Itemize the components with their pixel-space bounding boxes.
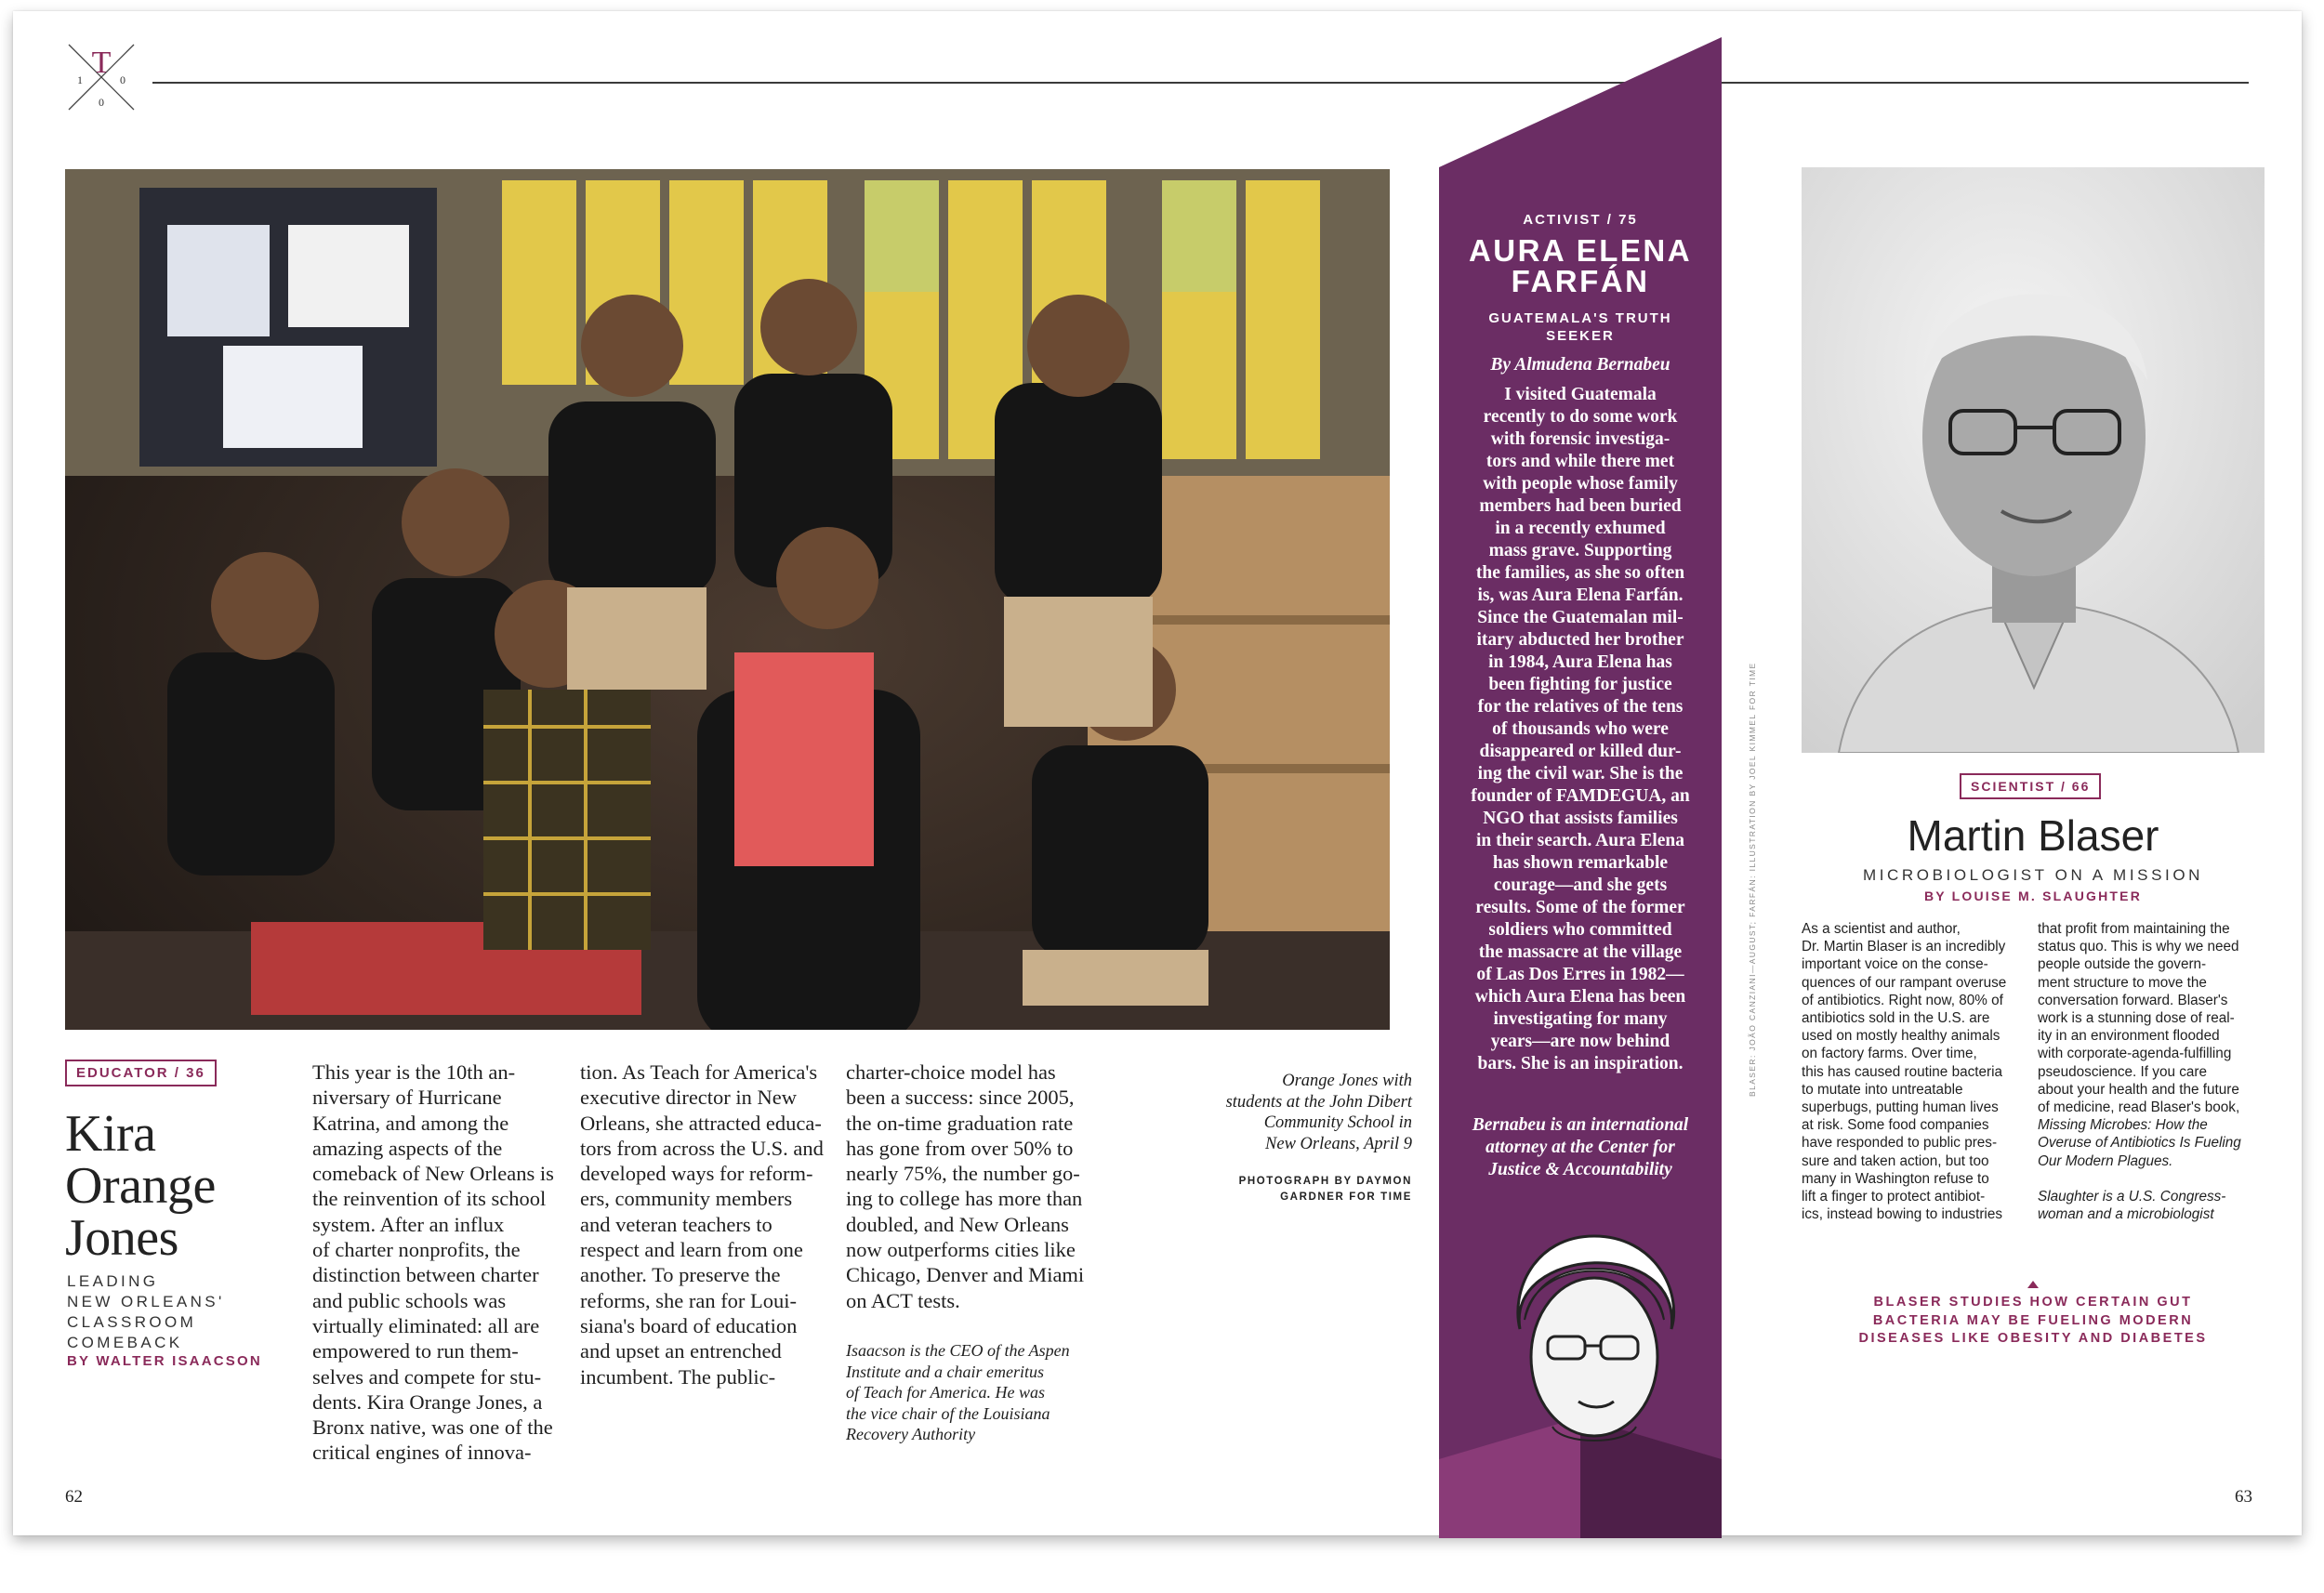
book-title-line: Our Modern Plagues. [2038, 1152, 2173, 1169]
blaser-column-1 [1802, 920, 2032, 1223]
body-line: on ACT tests. [846, 1288, 960, 1312]
note-line: Institute and a chair emeritus [846, 1362, 1044, 1381]
caption-line: Orange Jones with [1282, 1072, 1412, 1090]
caption-line: DISEASES LIKE OBESITY AND DIABETES [1858, 1331, 2208, 1346]
body-line: many in Washington refuse to [1802, 1170, 1989, 1187]
body-line: tors and while there met [1486, 452, 1675, 471]
body-line: people outside the govern- [2038, 956, 2207, 973]
note-line: the vice chair of the Louisiana [846, 1403, 1050, 1423]
body-line: ics, instead bowing to industries [1802, 1206, 2002, 1223]
caption-line: BACTERIA MAY BE FUELING MODERN [1872, 1312, 2194, 1328]
headline-line: Kira [65, 1105, 156, 1163]
body-line: investigating for many [1493, 1009, 1668, 1029]
headline-martin-blaser: Martin Blaser [1907, 811, 2159, 860]
dek-line: SEEKER [1546, 328, 1615, 344]
credit-line: PHOTOGRAPH BY DAYMON [1238, 1176, 1412, 1187]
portrait-illustration [1802, 167, 2265, 753]
headline-line: Orange [65, 1157, 216, 1215]
body-line: doubled, and New Orleans [846, 1212, 1069, 1236]
body-line: This year is the 10th an- [312, 1060, 516, 1084]
note-line: of Teach for America. He was [846, 1383, 1045, 1402]
body-line: Orleans, she attracted educa- [580, 1111, 822, 1135]
body-line: that profit from maintaining the [2038, 921, 2230, 937]
book-title-line: Missing Microbes: How the [2038, 1117, 2208, 1134]
body-line: quences of our rampant overuse [1802, 974, 2007, 991]
caption-line: New Orleans, April 9 [1265, 1134, 1412, 1153]
caption-line: BLASER STUDIES HOW CERTAIN GUT [1873, 1295, 2193, 1310]
body-line: ing the civil war. She is the [1477, 764, 1684, 783]
body-line: empowered to run them- [312, 1339, 519, 1363]
body-line: with forensic investiga- [1490, 429, 1670, 449]
body-line: in their search. Aura Elena [1475, 831, 1685, 850]
body-line: Bronx native, was one of the [312, 1415, 553, 1440]
classroom-photo [65, 169, 1390, 1030]
body-line: niversary of Hurricane [312, 1086, 502, 1110]
dek-line: LEADING [67, 1272, 159, 1290]
body-line: tors from across the U.S. and [580, 1136, 824, 1160]
body-line: founder of FAMDEGUA, an [1471, 786, 1690, 806]
body-line: of charter nonprofits, the [312, 1238, 521, 1262]
banner-content [1450, 212, 1710, 1181]
body-line: recently to do some work [1483, 407, 1678, 427]
body-line: on factory farms. Over time, [1802, 1046, 1977, 1062]
body-column-1 [312, 1060, 582, 1466]
caption-arrow-icon [2027, 1281, 2039, 1288]
body-line: dents. Kira Orange Jones, a [312, 1389, 543, 1414]
body-line: tion. As Teach for America's [580, 1060, 818, 1084]
body-column-2 [580, 1060, 850, 1389]
author-note-bernabeu [1450, 1114, 1710, 1181]
dek-line: GUATEMALA'S TRUTH [1488, 310, 1672, 326]
body-line: conversation forward. Blaser's [2038, 992, 2228, 1008]
body-line: the massacre at the village [1478, 942, 1683, 962]
body-line: with people whose family [1483, 474, 1678, 494]
headline-line: AURA ELENA [1468, 233, 1693, 268]
note-line: Recovery Authority [846, 1425, 976, 1444]
kicker-activist: ACTIVIST / 75 [1523, 212, 1638, 228]
body-line: ers, community members [580, 1187, 793, 1211]
body-line: have responded to public pres- [1802, 1135, 1998, 1152]
body-line: status quo. This is why we need [2038, 939, 2239, 955]
body-column-3 [846, 1060, 1116, 1313]
body-line: been a success: since 2005, [846, 1086, 1075, 1110]
dek-line: COMEBACK [67, 1334, 183, 1351]
body-line: developed ways for reform- [580, 1162, 813, 1186]
body-line: bars. She is an inspiration. [1477, 1054, 1684, 1073]
body-line: sure and taken action, but too [1802, 1152, 1989, 1169]
byline-almudena-bernabeu: By Almudena Bernabeu [1490, 355, 1670, 375]
body-line: system. After an influx [312, 1212, 505, 1236]
body-line: and upset an entrenched [580, 1339, 782, 1363]
body-line: members had been buried [1479, 496, 1682, 516]
portrait-caption [1802, 1294, 2265, 1349]
note-line: woman and a microbiologist [2038, 1206, 2214, 1223]
body-line: to mutate into untreatable [1802, 1081, 1963, 1098]
note-line: Slaughter is a U.S. Congress- [2038, 1189, 2226, 1205]
body-line: which Aura Elena has been [1474, 987, 1686, 1007]
body-line: this has caused routine bacteria [1802, 1063, 2002, 1080]
body-line: pseudoscience. If you care [2038, 1063, 2207, 1080]
body-line: incumbent. The public- [580, 1364, 776, 1389]
body-line: with corporate-agenda-fulfilling [2038, 1046, 2232, 1062]
author-note-isaacson [846, 1340, 1125, 1445]
photo-credit [1203, 1174, 1412, 1205]
body-line: Since the Guatemalan mil- [1477, 608, 1684, 627]
body-line: in a recently exhumed [1495, 519, 1666, 538]
body-line: ity in an environment flooded [2038, 1028, 2220, 1045]
body-line: disappeared or killed dur- [1479, 742, 1682, 761]
body-line: courage—and she gets [1493, 875, 1668, 895]
body-line: years—are now behind [1490, 1032, 1670, 1051]
body-line: ing to college has more than [846, 1187, 1083, 1211]
body-line: of antibiotics. Right now, 80% of [1802, 992, 2003, 1008]
body-line: been fighting for justice [1488, 675, 1672, 694]
kicker-scientist: SCIENTIST / 66 [1960, 773, 2101, 799]
body-line: selves and compete for stu- [312, 1364, 542, 1389]
dek-leading-new-orleans [67, 1271, 271, 1353]
body-line: As a scientist and author, [1802, 921, 1961, 937]
body-line: respect and learn from one [580, 1238, 803, 1262]
body-line: critical engines of innova- [312, 1441, 532, 1465]
body-line: important voice on the conse- [1802, 956, 1988, 973]
note-line: Justice & Accountability [1488, 1160, 1672, 1179]
body-line: ment structure to move the [2038, 974, 2207, 991]
body-line: siana's board of education [580, 1313, 798, 1337]
page-number-left: 62 [65, 1487, 83, 1507]
body-line: comeback of New Orleans is [312, 1162, 554, 1186]
byline-walter-isaacson: BY WALTER ISAACSON [67, 1353, 262, 1369]
note-line: Isaacson is the CEO of the Aspen [846, 1341, 1070, 1360]
body-line: executive director in New [580, 1086, 798, 1110]
body-line: superbugs, putting human lives [1802, 1099, 1999, 1116]
body-line: and public schools was [312, 1288, 507, 1312]
time-100-logo-icon [59, 35, 143, 119]
body-line: of medicine, read Blaser's book, [2038, 1099, 2240, 1116]
body-line: about your health and the future [2038, 1081, 2239, 1098]
body-line: of Las Dos Erres in 1982— [1476, 965, 1684, 984]
body-line: results. Some of the former [1475, 898, 1685, 917]
body-line: at risk. Some food companies [1802, 1117, 1989, 1134]
dek-guatemala [1450, 309, 1710, 345]
caption-line: Community School in [1263, 1113, 1412, 1132]
photo-caption [1203, 1071, 1412, 1154]
banner-body [1450, 384, 1710, 1075]
illustration-credit: BLASER: JOÃO CANZIANI—AUGUST; FARFÁN: ILLUSTRATION BY JOEL KIMMEL FOR TIME [1748, 662, 1757, 1097]
headline-line: Jones [65, 1209, 178, 1267]
body-line: has gone from over 50% to [846, 1136, 1074, 1160]
body-line: Dr. Martin Blaser is an incredibly [1802, 939, 2006, 955]
magazine-spread [13, 11, 2302, 1535]
body-line: reforms, she ran for Loui- [580, 1288, 798, 1312]
body-line: is, was Aura Elena Farfán. [1477, 586, 1684, 605]
body-line: has shown remarkable [1492, 853, 1669, 873]
body-line: the reinvention of its school [312, 1187, 547, 1211]
book-title-line: Overuse of Antibiotics Is Fueling [2038, 1135, 2241, 1152]
logo-letter: T [91, 46, 112, 80]
body-line: Katrina, and among the [312, 1111, 509, 1135]
logo-number-2: 0 [120, 73, 125, 86]
body-line: for the relatives of the tens [1477, 697, 1684, 717]
body-line: nearly 75%, the number go- [846, 1162, 1080, 1186]
body-line: now outperforms cities like [846, 1238, 1076, 1262]
note-line: attorney at the Center for [1486, 1138, 1675, 1157]
caption-line: students at the John Dibert [1225, 1092, 1412, 1112]
dek-line: CLASSROOM [67, 1313, 197, 1331]
spacer [2038, 1170, 2268, 1188]
dek-line: NEW ORLEANS' [67, 1293, 225, 1310]
headline-aura-elena-farfan [1450, 235, 1710, 296]
body-line: the families, as she so often [1475, 563, 1685, 583]
headline-kira-orange-jones [65, 1105, 216, 1267]
blaser-column-2 [2038, 920, 2268, 1223]
body-line: used on mostly healthy animals [1802, 1028, 2000, 1045]
body-line: another. To preserve the [580, 1263, 781, 1287]
note-line: Bernabeu is an international [1472, 1115, 1689, 1135]
headline-line: FARFÁN [1511, 264, 1650, 298]
body-line: the on-time graduation rate [846, 1111, 1074, 1135]
body-line: itary abducted her brother [1476, 630, 1684, 650]
page-number-right: 63 [2235, 1487, 2252, 1507]
martin-blaser-portrait [1802, 167, 2265, 753]
kicker-educator: EDUCATOR / 36 [65, 1060, 217, 1086]
body-line: in 1984, Aura Elena has [1488, 652, 1672, 672]
logo-number-3: 0 [99, 96, 104, 109]
body-line: and veteran teachers to [580, 1212, 772, 1236]
masthead-rule [152, 82, 2249, 84]
body-line: charter-choice model has [846, 1060, 1056, 1084]
body-line: I visited Guatemala [1504, 385, 1657, 404]
body-line: NGO that assists families [1483, 809, 1678, 828]
body-line: distinction between charter [312, 1263, 539, 1287]
classroom-photo-illustration [65, 169, 1390, 1030]
body-line: lift a finger to protect antibiot- [1802, 1189, 1986, 1205]
dek-microbiologist: MICROBIOLOGIST ON A MISSION [1862, 866, 2204, 884]
body-line: antibiotics sold in the U.S. are [1802, 1010, 1990, 1027]
body-line: of thousands who were [1492, 719, 1669, 739]
farfan-illustration [1497, 1218, 1692, 1459]
body-line: work is a stunning dose of real- [2038, 1010, 2235, 1027]
body-line: Chicago, Denver and Miami [846, 1263, 1085, 1287]
byline-louise-slaughter: BY LOUISE M. SLAUGHTER [1923, 889, 2143, 903]
credit-line: GARDNER FOR TIME [1280, 1191, 1412, 1203]
body-line: soldiers who committed [1488, 920, 1672, 940]
body-line: amazing aspects of the [312, 1136, 503, 1160]
body-line: mass grave. Supporting [1488, 541, 1672, 560]
logo-number-1: 1 [77, 73, 83, 86]
body-line: virtually eliminated: all are [312, 1313, 540, 1337]
